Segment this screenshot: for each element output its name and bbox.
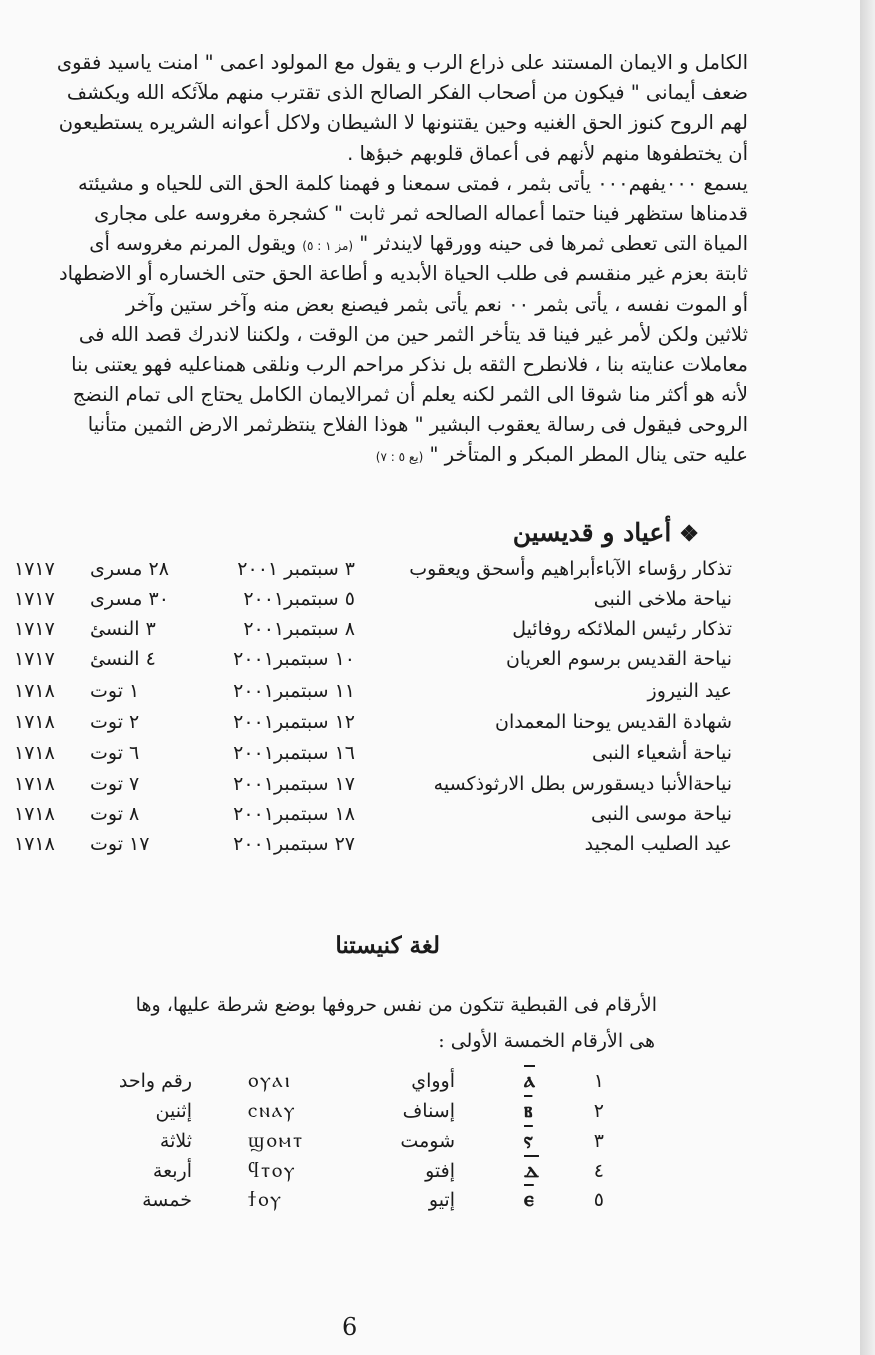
text-segment: عليه حتى ينال المطر المبكر و المتأخر ": [429, 443, 748, 467]
feast-row: [0, 833, 860, 863]
feast-name: تذكار رؤساء الآباءأبراهيم وأسحق ويعقوب: [409, 558, 732, 580]
text-line-with-ref: [40, 440, 748, 470]
feast-date: ٨ سبتمبر٢٠٠١: [243, 618, 355, 640]
arabic-meaning: خمسة: [142, 1189, 192, 1211]
text-line: ثلاثين ولكن لأمر غير فينا قد يتأخر الثمر حين من الوقت ، ولكننا لاندرك قصد الله فى: [78, 322, 748, 346]
feast-row: [0, 742, 860, 772]
coptic-numeral-symbol: ⲇ: [524, 1157, 539, 1183]
text-line: معاملات عنايته بنا ، فلانطرح الثقه بل نذكر مراحم الرب ونلقى همناعليه فهو يعتنى بنا: [71, 352, 748, 376]
coptic-numeral-symbol: ⲁ: [524, 1067, 535, 1093]
coptic-numeral-symbol: ⲋ: [524, 1127, 533, 1153]
numeral-transliteration: إسناف: [402, 1100, 455, 1122]
text-line: أن يختطفوها منهم لأنهم فى أعماق قلوبهم خبؤها .: [347, 141, 748, 165]
feast-name: نياحة القديس برسوم العريان: [505, 648, 732, 670]
feast-row: [0, 618, 860, 648]
feast-date: ٢٧ سبتمبر٢٠٠١: [233, 833, 355, 855]
numeral-row: [0, 1067, 860, 1102]
numeral-transliteration: إتيو: [428, 1189, 455, 1211]
text-line: قدمناها ستظهر فينا حتما أعماله الصالحه ثمر ثابت " كشجرة مغروسه على مجارى: [94, 201, 748, 225]
numeral-number: ٤: [593, 1160, 604, 1182]
text-segment: المياة التى تعطى ثمرها فى حينه وورقها لايندثر ": [359, 232, 748, 256]
feast-name: تذكار رئيس الملائكه روفائيل: [512, 618, 732, 640]
feast-coptic-year: ١٧١٨: [14, 773, 55, 795]
feast-name: عيد الصليب المجيد: [584, 833, 732, 855]
feast-name: نياحة ملاخى النبى: [593, 588, 732, 610]
feast-date: ١٨ سبتمبر٢٠٠١: [233, 803, 355, 825]
feast-coptic-year: ١٧١٨: [14, 833, 55, 855]
feast-date: ١٠ سبتمبر٢٠٠١: [233, 648, 355, 670]
feast-coptic-year: ١٧١٨: [14, 742, 55, 764]
numeral-number: ٣: [593, 1130, 604, 1152]
feasts-heading-text: أعياد و قديسين: [512, 518, 672, 547]
feast-row: [0, 558, 860, 588]
coptic-numeral-symbol: ⲉ: [524, 1186, 534, 1212]
numeral-row: [0, 1097, 860, 1132]
feasts-heading: [513, 518, 699, 547]
arabic-meaning: ثلاثة: [159, 1130, 192, 1152]
feast-row: [0, 711, 860, 741]
coptic-word: ⲥⲛⲁⲩ: [248, 1098, 297, 1122]
feast-coptic-date: ٣ النسئ: [90, 618, 156, 640]
text-line: لأنه هو أكثر منا شوقا الى الثمر لكنه يعلم أن ثمرالايمان الكامل يحتاج الى تمام النضج: [72, 383, 748, 407]
feast-coptic-year: ١٧١٧: [14, 648, 55, 670]
numeral-number: ٥: [593, 1189, 604, 1211]
coptic-word: ϣⲟⲙⲧ: [248, 1128, 305, 1152]
coptic-numeral-symbol: ⲃ: [524, 1097, 533, 1123]
text-line-with-ref: [40, 229, 748, 259]
feast-coptic-date: ٦ توت: [90, 742, 140, 764]
feast-name: نياحة موسى النبى: [591, 803, 732, 825]
feast-date: ٣ سبتمبر ٢٠٠١: [237, 558, 355, 580]
feast-row: [0, 648, 860, 678]
feast-date: ١١ سبتمبر٢٠٠١: [233, 680, 355, 702]
text-line: ضعف أيمانى " فيكون من أصحاب الفكر الصالح الذى تقترب منهم ملآئكه الله ويكشف: [66, 81, 748, 105]
page-number: 6: [342, 1313, 358, 1341]
feast-name: نياحةالأنبا ديسقورس بطل الارثوذكسيه: [433, 773, 732, 795]
feast-name: نياحة أشعياء النبى: [591, 742, 732, 764]
arabic-meaning: رقم واحد: [118, 1070, 192, 1092]
feast-row: [0, 680, 860, 710]
feast-coptic-date: ٨ توت: [90, 803, 140, 825]
text-line: الروحى فيقول فى رسالة يعقوب البشير " هوذا الفلاح ينتظرثمر الارض الثمين متأنيا: [87, 413, 748, 437]
feast-name: عيد النيروز: [647, 680, 732, 702]
language-intro-line: الأرقام فى القبطية تتكون من نفس حروفها بوضع شرطة عليها، وها: [135, 994, 657, 1016]
language-heading: [335, 932, 440, 959]
feast-coptic-date: ١ توت: [90, 680, 140, 702]
feast-coptic-year: ١٧١٨: [14, 803, 55, 825]
main-paragraph: [40, 48, 748, 471]
feast-coptic-date: ١٧ توت: [90, 833, 150, 855]
numeral-number: ٢: [593, 1100, 604, 1122]
feast-coptic-date: ٤ النسئ: [90, 648, 156, 670]
feast-row: [0, 803, 860, 833]
feast-name: شهادة القديس يوحنا المعمدان: [495, 711, 732, 733]
feast-row: [0, 588, 860, 618]
numeral-row: [0, 1157, 860, 1192]
numeral-row: [0, 1186, 860, 1221]
feast-date: ١٦ سبتمبر٢٠٠١: [233, 742, 355, 764]
feast-date: ١٧ سبتمبر٢٠٠١: [233, 773, 355, 795]
feast-coptic-year: ١٧١٧: [14, 588, 55, 610]
feast-date: ١٢ سبتمبر٢٠٠١: [233, 711, 355, 733]
text-line: لهم الروح كنوز الحق الغنيه وحين يقتنونها لا الشيطان ولاكل أعوانه الشريره يستطيعون: [58, 111, 748, 135]
numeral-transliteration: أوواي: [411, 1070, 455, 1092]
coptic-word: ϯⲟⲩ: [248, 1187, 283, 1211]
coptic-word: ϥⲧⲟⲩ: [248, 1158, 297, 1182]
text-segment: ويقول المرنم مغروسه أى: [89, 232, 297, 256]
diamond-bullet-icon: ❖: [679, 521, 699, 547]
feast-coptic-year: ١٧١٨: [14, 680, 55, 702]
numeral-number: ١: [593, 1070, 604, 1092]
feast-coptic-year: ١٧١٨: [14, 711, 55, 733]
scripture-ref: (يع ٥ : ٧): [375, 450, 424, 465]
arabic-meaning: أربعة: [152, 1160, 192, 1182]
feast-coptic-year: ١٧١٧: [14, 558, 55, 580]
feast-coptic-date: ٣٠ مسرى: [90, 588, 169, 610]
scripture-ref: (مز ١ : ٥): [302, 239, 354, 254]
text-line: ثابتة بعزم غير منقسم فى طلب الحياة الأبديه و أطاعة الحق حتى الخساره أو الاضطهاد: [58, 262, 748, 286]
text-line: الكامل و الايمان المستند على ذراع الرب و يقول مع المولود اعمى " امنت ياسيد فقوى: [56, 51, 748, 74]
text-line: يسمع ٠٠٠يفهم٠٠٠ يأتى بثمر ، فمتى سمعنا و فهمنا كلمة الحق التى للحياه و مشيئته: [77, 171, 748, 195]
page-edge: [860, 0, 875, 1355]
numeral-transliteration: إفتو: [425, 1160, 455, 1182]
language-heading-text: لغة كنيستنا: [335, 932, 440, 959]
numeral-row: [0, 1127, 860, 1162]
text-line: أو الموت نفسه ، يأتى بثمر ٠٠ نعم يأتى بثمر فيصنع بعض منه وآخر ستين وآخر: [125, 292, 748, 316]
feast-coptic-date: ٧ توت: [90, 773, 140, 795]
feast-row: [0, 773, 860, 803]
feast-date: ٥ سبتمبر٢٠٠١: [243, 588, 355, 610]
feast-coptic-date: ٢٨ مسرى: [90, 558, 169, 580]
language-intro-line: هى الأرقام الخمسة الأولى :: [438, 1030, 655, 1052]
coptic-word: ⲟⲩⲁⲓ: [248, 1068, 292, 1092]
numeral-transliteration: شومت: [400, 1130, 455, 1152]
arabic-meaning: إثنين: [155, 1100, 192, 1122]
feast-coptic-year: ١٧١٧: [14, 618, 55, 640]
feast-coptic-date: ٢ توت: [90, 711, 140, 733]
